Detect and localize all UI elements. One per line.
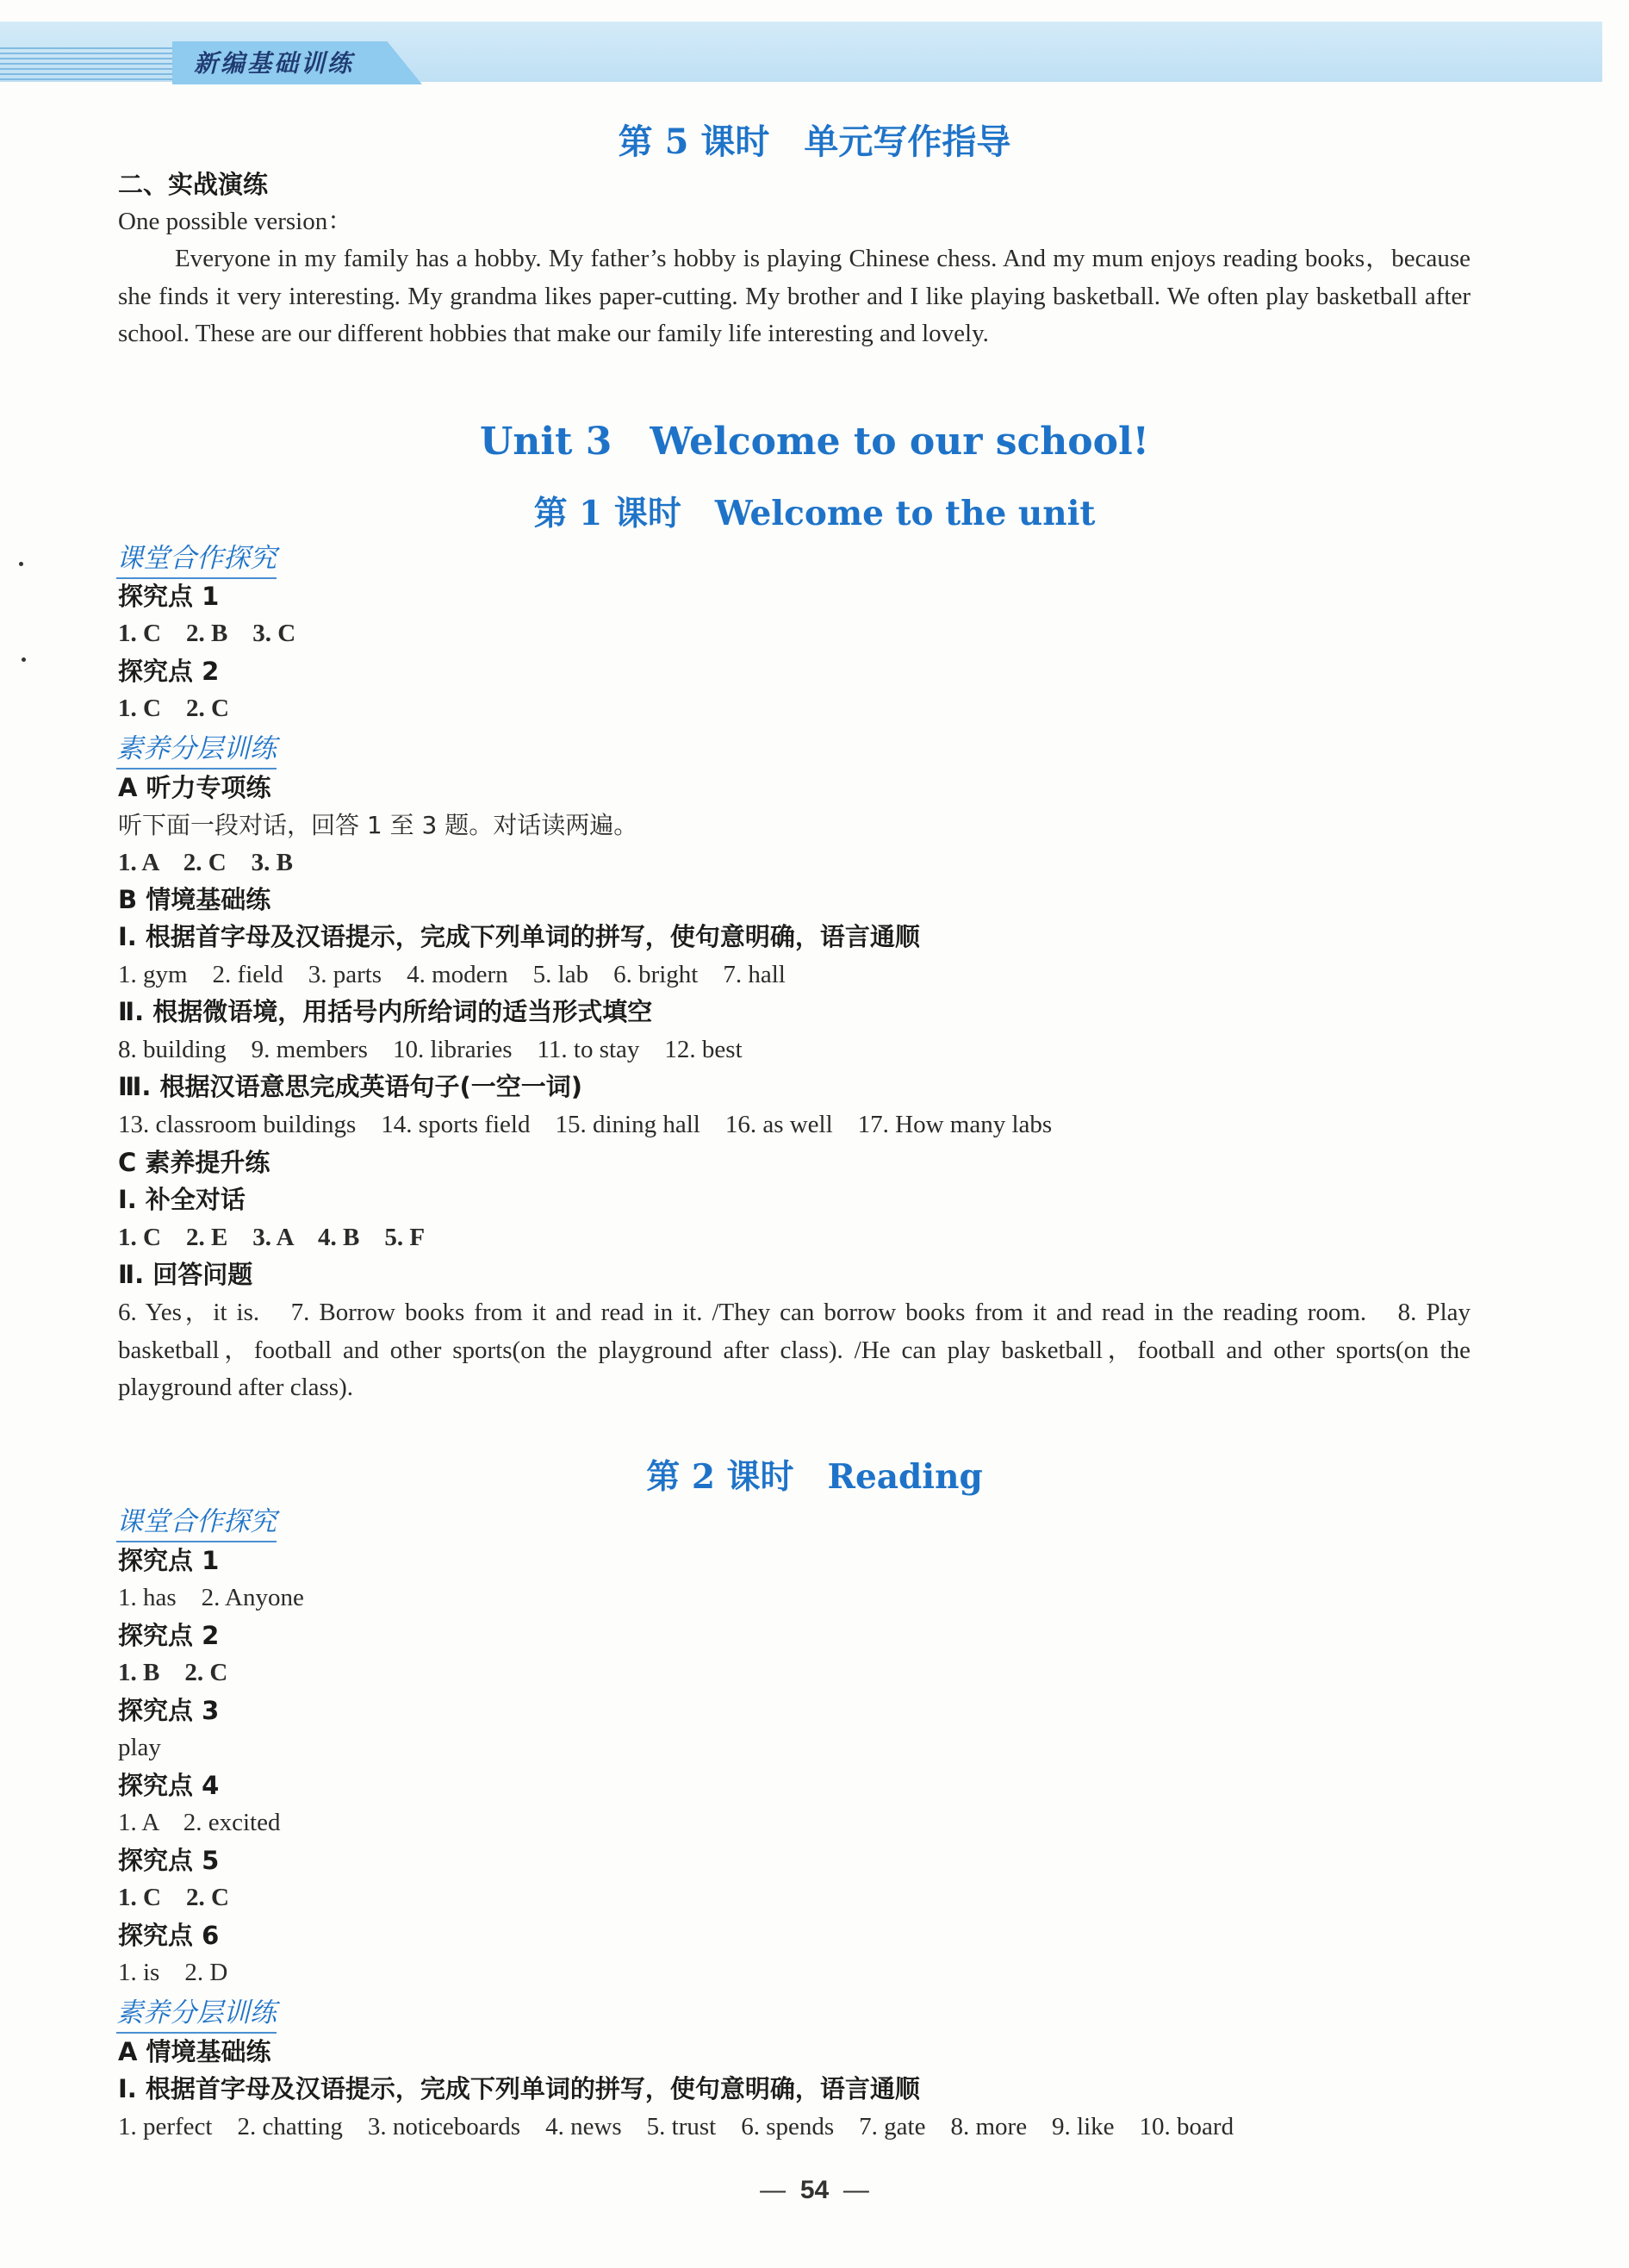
exercise-label: Ⅲ. 根据汉语意思完成英语句子(一空一词)	[118, 1072, 583, 1101]
header-title: 新编基础训练	[194, 49, 355, 78]
answer-paragraph: 6. Yes，it is. 7. Borrow books from it and read in it. /They can borrow books from it and read in the reading room. 8. Play basketball，football and other sports(on the playground after class). /He can play basketball，football and other sports(on the playground after class).	[118, 1299, 1470, 1401]
exercise-label: Ⅰ. 补全对话	[118, 1185, 246, 1214]
page-number: 54	[799, 2176, 830, 2204]
margin-dot	[19, 562, 23, 566]
lesson5-heading: 第 5 课时 单元写作指导	[618, 122, 1011, 162]
layered-training-label: 素养分层训练	[116, 1994, 277, 2034]
answer-line: 1. has 2. Anyone	[118, 1584, 304, 1611]
answer-line: 1. perfect 2. chatting 3. noticeboards 4. news 5. trust 6. spends 7. gate 8. more 9. like 10. board	[118, 2113, 1234, 2140]
explore-point-label: 探究点 2	[118, 1621, 220, 1650]
explore-point-label: 探究点 6	[118, 1921, 220, 1950]
page-dash-right: —	[842, 2176, 869, 2204]
page-dash-left: —	[760, 2176, 787, 2204]
exercise-label: Ⅰ. 根据首字母及汉语提示，完成下列单词的拼写，使句意明确，语言通顺	[118, 922, 920, 951]
answer-line: 1. gym 2. field 3. parts 4. modern 5. lab 6. bright 7. hall	[118, 961, 786, 988]
coop-explore-label: 课堂合作探究	[116, 1503, 277, 1542]
explore-point-label: 探究点 5	[118, 1846, 220, 1875]
lesson1-heading: 第 1 课时 Welcome to the unit	[533, 494, 1096, 533]
layered-training-label: 素养分层训练	[116, 730, 277, 770]
page-number-footer	[0, 2176, 1629, 2205]
answer-line: 8. building 9. members 10. libraries 11. to stay 12. best	[118, 1036, 743, 1063]
answer-line: 1. is 2. D	[118, 1959, 228, 1986]
context-basic-label: B 情境基础练	[118, 885, 271, 914]
sample-essay: Everyone in my family has a hobby. My father’s hobby is playing Chinese chess. And my mum enjoys reading books，because she finds it very interesting. My grandma likes paper-cutting. My brother and I like playing basketball. We often play basketball after school. These are our different hobbies that make our family life interesting and lovely.	[118, 245, 1470, 347]
explore-point-label: 探究点 1	[118, 1546, 220, 1575]
exercise-label: Ⅱ. 回答问题	[118, 1260, 253, 1289]
exercise-label: Ⅰ. 根据首字母及汉语提示，完成下列单词的拼写，使句意明确，语言通顺	[118, 2074, 920, 2103]
answer-line: 1. C 2. C	[118, 1884, 229, 1911]
listening-instruction: 听下面一段对话，回答 1 至 3 题。对话读两遍。	[118, 811, 638, 839]
answer-line: play	[118, 1734, 161, 1761]
unit3-heading: Unit 3 Welcome to our school!	[480, 420, 1149, 464]
answer-line: 1. B 2. C	[118, 1659, 228, 1686]
listening-label: A 听力专项练	[118, 773, 271, 802]
explore-point-label: 探究点 3	[118, 1696, 220, 1725]
answer-line: 1. C 2. B 3. C	[118, 620, 296, 647]
answer-line: 1. C 2. E 3. A 4. B 5. F	[118, 1224, 426, 1251]
practice-section-label: 二、实战演练	[118, 170, 269, 199]
context-basic-label: A 情境基础练	[118, 2037, 271, 2066]
coop-explore-label: 课堂合作探究	[116, 539, 277, 579]
explore-point-label: 探究点 4	[118, 1771, 220, 1800]
explore-point-label: 探究点 1	[118, 582, 220, 611]
answer-line: 1. A 2. C 3. B	[118, 849, 294, 876]
exercise-label: Ⅱ. 根据微语境，用括号内所给词的适当形式填空	[118, 997, 653, 1026]
answer-line: 1. C 2. C	[118, 695, 229, 722]
literacy-improve-label: C 素养提升练	[118, 1148, 270, 1177]
answer-line: 13. classroom buildings 14. sports field 15. dining hall 16. as well 17. How many labs	[118, 1111, 1053, 1138]
lesson2-heading: 第 2 课时 Reading	[646, 1457, 983, 1497]
answer-line: 1. A 2. excited	[118, 1809, 281, 1836]
version-label: One possible version：	[118, 208, 353, 235]
margin-dot	[22, 657, 26, 662]
header-decoration-lines	[0, 47, 181, 80]
explore-point-label: 探究点 2	[118, 657, 220, 686]
